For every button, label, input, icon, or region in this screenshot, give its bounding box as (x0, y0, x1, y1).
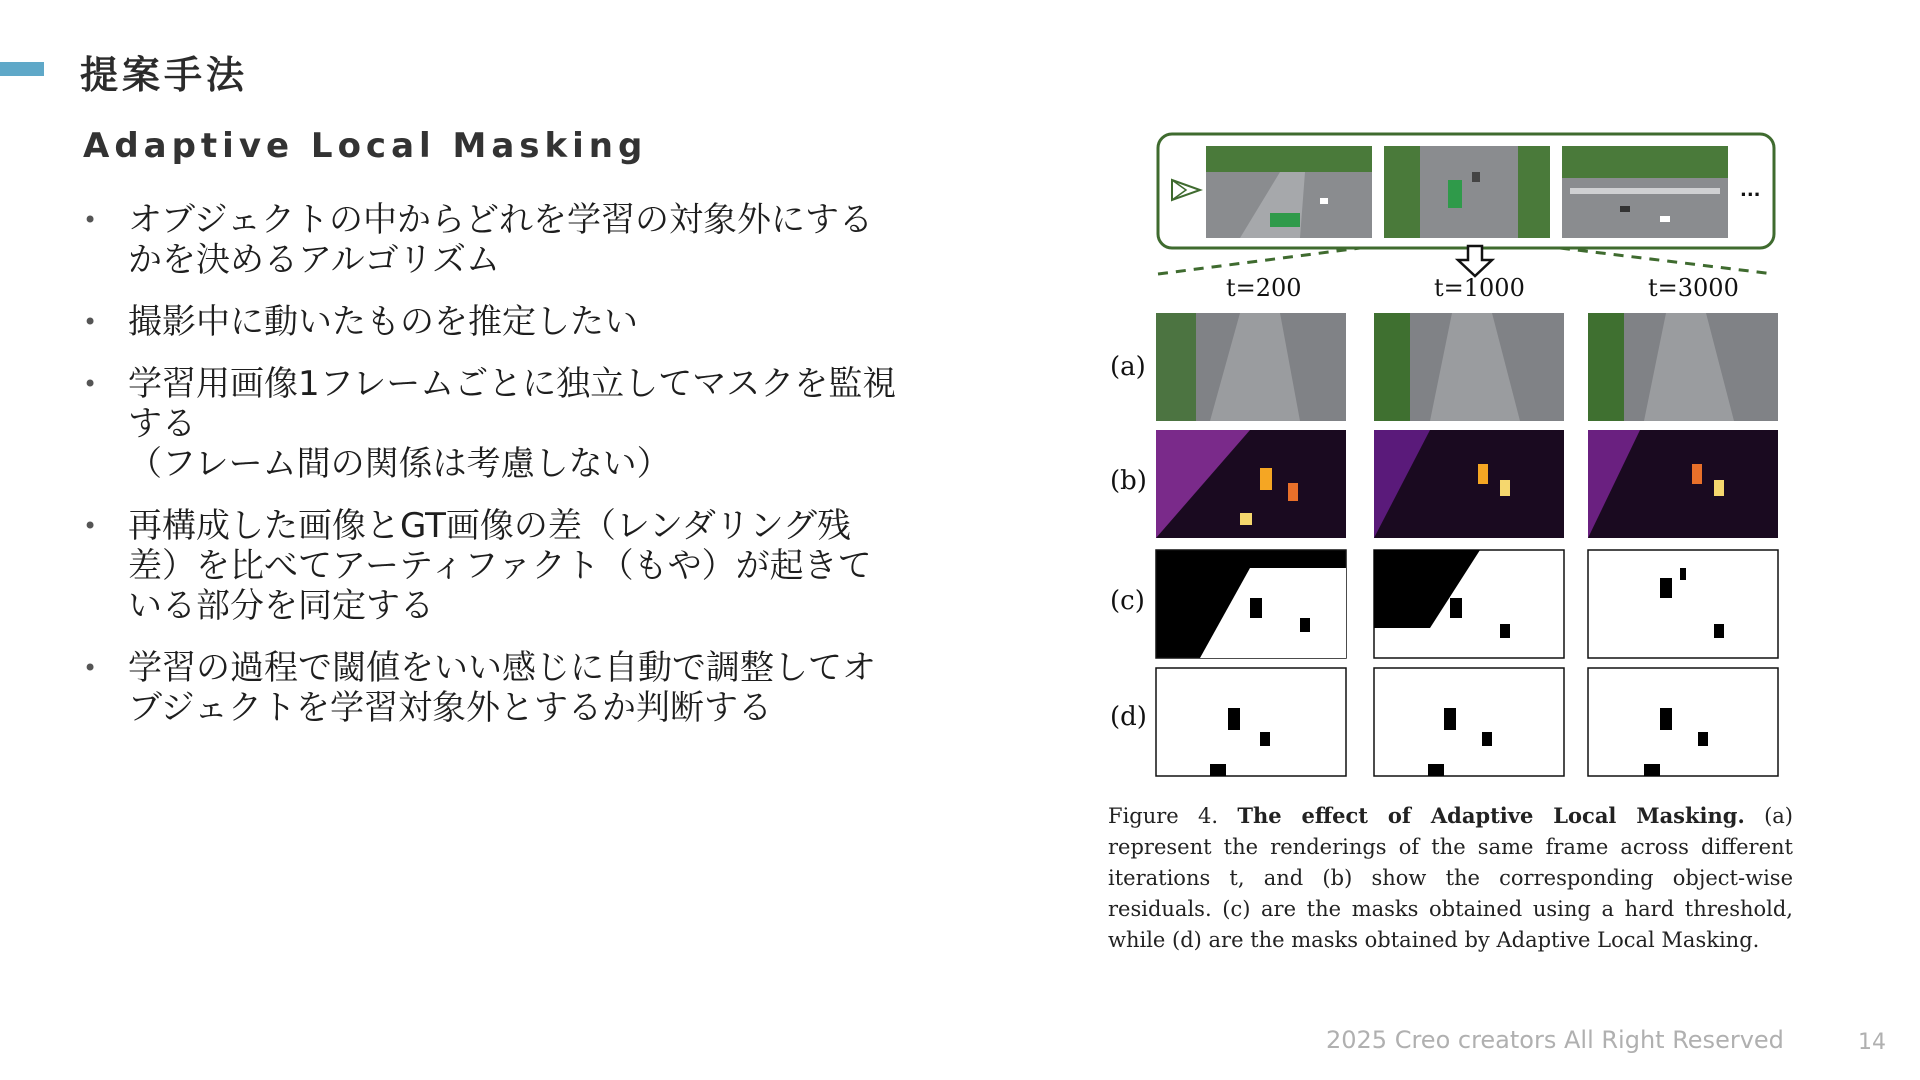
bullet-text: オブジェクトの中からどれを学習の対象外にする かを決めるアルゴリズム (128, 200, 873, 280)
bullet-text: 再構成した画像とGT画像の差（レンダリング残 差）を比べてアーティファクト（もや）が起きて いる部分を同定する (128, 506, 872, 626)
mask-row-d (1156, 668, 1778, 776)
mask-row-c (1156, 550, 1778, 658)
dashed-left-line (1158, 248, 1360, 274)
t-label: t=3000 (1648, 274, 1739, 302)
figure-caption (1108, 800, 1793, 956)
row-label: (d) (1110, 702, 1147, 732)
input-frame-thumbnail (1206, 146, 1372, 238)
bullet-item (80, 648, 960, 728)
bullet-dot: • (83, 370, 98, 398)
bullet-text: 撮影中に動いたものを推定したい (128, 302, 638, 342)
bullet-text: 学習用画像1フレームごとに独立してマスクを監視 する （フレーム間の関係は考慮しない） (128, 364, 897, 484)
caption-prefix: Figure 4. (1108, 804, 1219, 828)
section-subtitle: Adaptive Local Masking (83, 126, 648, 166)
input-frame-thumbnail (1384, 146, 1550, 238)
bullet-item (80, 364, 960, 484)
ellipsis-text: ... (1740, 180, 1761, 201)
input-frame-thumbnail (1562, 146, 1728, 238)
bullet-item (80, 506, 960, 626)
bullet-dot: • (83, 206, 98, 234)
bullet-dot: • (83, 654, 98, 682)
t-label: t=1000 (1434, 274, 1525, 302)
page-number: 14 (1858, 1030, 1886, 1055)
dashed-right-line (1560, 248, 1774, 274)
paper-figure (1100, 128, 1800, 968)
bullet-dot: • (83, 512, 98, 540)
caption-bold-title: The effect of Adaptive Local Masking. (1237, 803, 1745, 828)
row-label: (c) (1110, 586, 1145, 616)
row-label: (b) (1110, 466, 1147, 496)
caption-body: (a) represent the renderings of the same frame across different iterations t, and (b) show the corresponding object-wise residuals. (c) are the masks obtained using a hard threshold, while (d) are the masks obtained by Adaptive Local Masking. (1108, 804, 1793, 952)
figure-illustration (1100, 128, 1800, 788)
rendering-row-a (1156, 313, 1778, 421)
row-label: (a) (1110, 352, 1146, 382)
title-accent-bar (0, 62, 44, 76)
t-label: t=200 (1226, 274, 1302, 302)
down-arrow-icon (1458, 246, 1492, 276)
bullet-item (80, 200, 960, 280)
bullet-item (80, 302, 960, 342)
bullet-dot: • (83, 308, 98, 336)
bullet-text: 学習の過程で閾値をいい感じに自動で調整してオ ブジェクトを学習対象外とするか判断する (128, 648, 876, 728)
bullet-list (80, 200, 960, 750)
residual-row-b (1156, 430, 1778, 538)
copyright-footer: 2025 Creo creators All Right Reserved (1326, 1026, 1784, 1054)
page-title: 提案手法 (80, 53, 249, 97)
